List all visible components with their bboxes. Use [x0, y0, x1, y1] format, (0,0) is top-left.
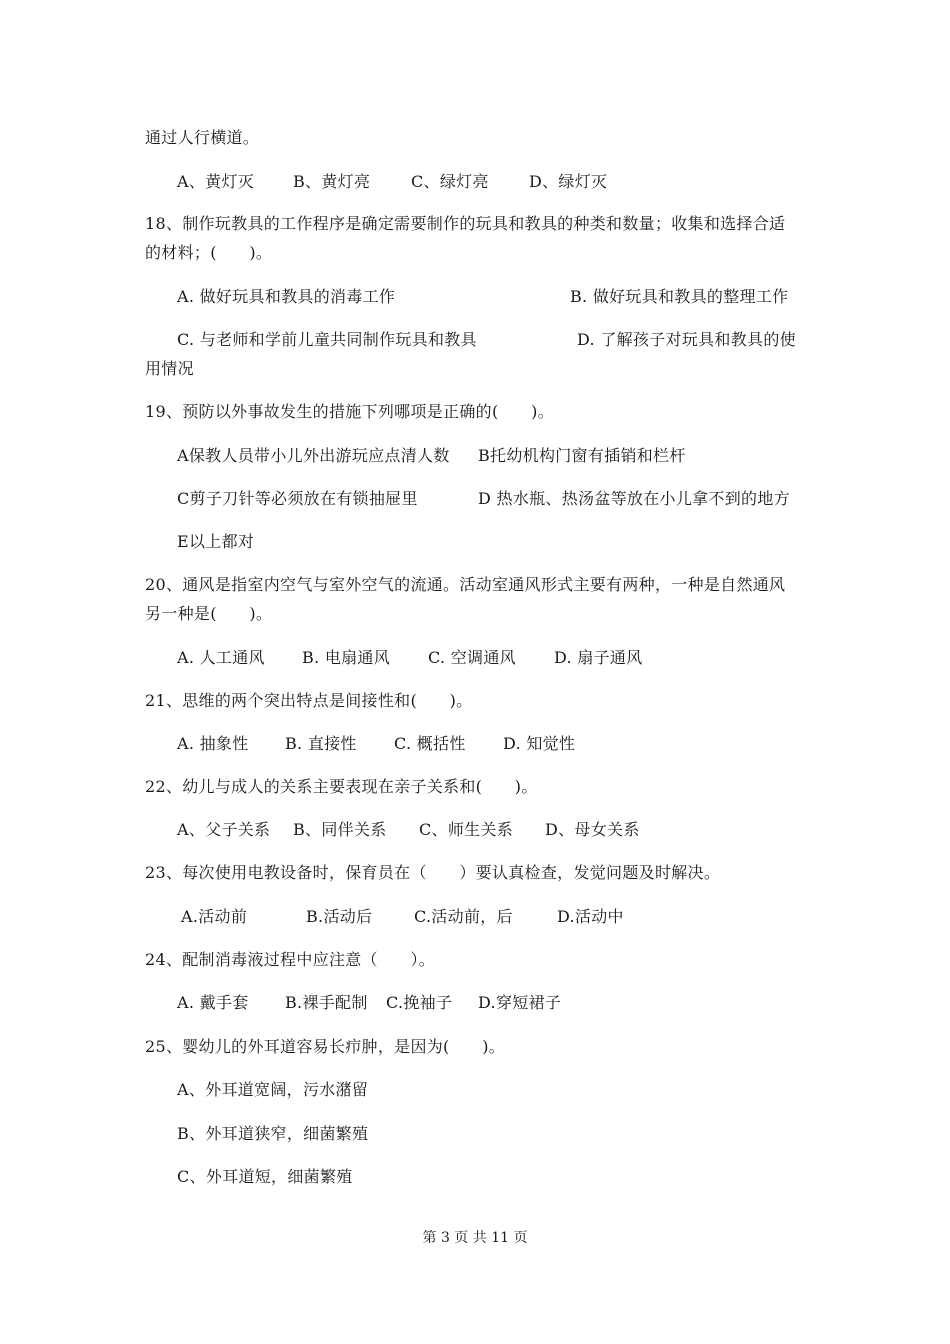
option-17-c: C、绿灯亮	[411, 172, 489, 191]
option-24-a: A. 戴手套	[177, 993, 249, 1012]
question-20-line-1: 20、通风是指室内空气与室外空气的流通。活动室通风形式主要有两种，一种是自然通风	[145, 575, 786, 594]
option-23-b: B.活动后	[306, 907, 373, 926]
question-19: 19、预防以外事故发生的措施下列哪项是正确的( )。	[145, 402, 554, 421]
option-17-d: D、绿灯灭	[529, 172, 608, 191]
page-number-footer: 第 3 页 共 11 页	[422, 1230, 528, 1246]
option-20-d: D. 扇子通风	[554, 648, 643, 667]
option-19-a: A保教人员带小儿外出游玩应点清人数	[177, 446, 450, 465]
question-17-continuation: 通过人行横道。	[145, 128, 260, 147]
option-24-c: C.挽袖子	[386, 993, 453, 1012]
option-18-d: D. 了解孩子对玩具和教具的使	[577, 330, 796, 349]
option-20-a: A. 人工通风	[177, 648, 265, 667]
option-19-e: E以上都对	[177, 532, 255, 551]
question-25: 25、婴幼儿的外耳道容易长疖肿，是因为( )。	[145, 1037, 506, 1056]
option-18-b: B. 做好玩具和教具的整理工作	[570, 287, 789, 306]
option-21-b: B. 直接性	[285, 734, 357, 753]
option-23-a: A.活动前	[181, 907, 248, 926]
question-18-line-2: 的材料；( )。	[145, 243, 273, 262]
question-22: 22、幼儿与成人的关系主要表现在亲子关系和( )。	[145, 777, 538, 796]
option-25-b: B、外耳道狭窄，细菌繁殖	[177, 1124, 369, 1143]
option-23-d: D.活动中	[557, 907, 624, 926]
question-18-line-1: 18、制作玩教具的工作程序是确定需要制作的玩具和教具的种类和数量；收集和选择合适	[145, 214, 786, 233]
option-21-d: D. 知觉性	[503, 734, 576, 753]
option-18-c: C. 与老师和学前儿童共同制作玩具和教具	[177, 330, 477, 349]
option-24-b: B.裸手配制	[285, 993, 368, 1012]
question-20-line-2: 另一种是( )。	[145, 604, 273, 623]
option-20-b: B. 电扇通风	[302, 648, 391, 667]
option-19-d: D 热水瓶、热汤盆等放在小儿拿不到的地方	[478, 489, 790, 508]
option-22-d: D、母女关系	[545, 820, 640, 839]
option-23-c: C.活动前，后	[414, 907, 513, 926]
option-19-b: B托幼机构门窗有插销和栏杆	[478, 446, 686, 465]
option-25-a: A、外耳道宽阔，污水潴留	[177, 1080, 369, 1099]
option-21-c: C. 概括性	[394, 734, 466, 753]
option-19-c: C剪子刀针等必须放在有锁抽屉里	[177, 489, 418, 508]
option-22-c: C、师生关系	[419, 820, 514, 839]
question-21: 21、思维的两个突出特点是间接性和( )。	[145, 691, 473, 710]
question-24: 24、配制消毒液过程中应注意（ ）。	[145, 950, 436, 969]
option-20-c: C. 空调通风	[428, 648, 516, 667]
option-18-a: A. 做好玩具和教具的消毒工作	[177, 287, 396, 306]
option-24-d: D.穿短裙子	[478, 993, 562, 1012]
option-21-a: A. 抽象性	[177, 734, 249, 753]
option-18-d-wrap: 用情况	[145, 359, 194, 378]
question-23: 23、每次使用电教设备时，保育员在（ ）要认真检查，发觉问题及时解决。	[145, 863, 721, 882]
option-25-c: C、外耳道短，细菌繁殖	[177, 1167, 353, 1186]
option-17-b: B、黄灯亮	[293, 172, 371, 191]
option-17-a: A、黄灯灭	[177, 172, 255, 191]
option-22-b: B、同伴关系	[293, 820, 387, 839]
option-22-a: A、父子关系	[177, 820, 271, 839]
